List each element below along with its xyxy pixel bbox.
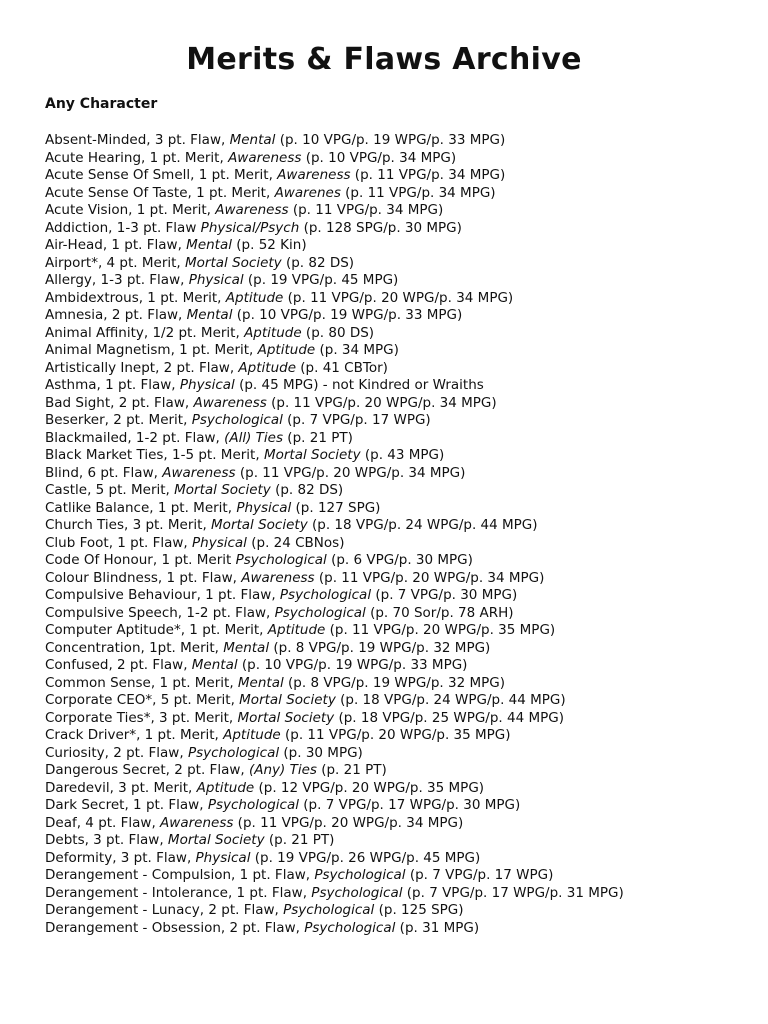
entry-reference: (p. 41 CBTor) (296, 359, 388, 376)
entry-reference: (p. 11 VPG/p. 34 MPG) (350, 167, 506, 183)
entry-text: Absent-Minded, 3 pt. Flaw, (45, 132, 230, 148)
entry-category: Mortal Society (211, 517, 308, 533)
list-item (45, 220, 765, 238)
list-item (45, 535, 765, 553)
entry-text: Acute Vision, 1 pt. Merit, (45, 202, 216, 218)
list-item (45, 605, 765, 623)
entry-category: Mental (223, 639, 270, 656)
list-item (45, 570, 765, 588)
entry-category: Awareness (162, 464, 236, 481)
entry-category: Aptitude (225, 289, 284, 306)
entry-reference: (p. 11 VPG/p. 20 WPG/p. 34 MPG) (283, 289, 514, 306)
entry-category: Psychological (207, 797, 299, 813)
entry-reference: (p. 19 VPG/p. 26 WPG/p. 45 MPG) (250, 849, 481, 866)
entry-category: Awareness (215, 202, 289, 218)
entry-reference: (p. 128 SPG/p. 30 MPG) (299, 219, 462, 236)
list-item (45, 500, 765, 518)
entry-category: Aptitude (244, 324, 302, 341)
entry-text: Beserker, 2 pt. Merit, (45, 412, 192, 428)
entry-reference: (p. 52 Kin) (232, 237, 307, 253)
entry-category: (Any) Ties (248, 762, 317, 778)
entry-text: Black Market Ties, 1-5 pt. Merit, (45, 447, 264, 463)
entry-text: Derangement - Lunacy, 2 pt. Flaw, (45, 902, 284, 918)
entry-category: Aptitude (257, 342, 316, 358)
entry-category: Psychological (279, 587, 372, 603)
list-item (45, 640, 765, 658)
entry-category: Awareness (193, 394, 267, 411)
entry-text: Daredevil, 3 pt. Merit, (45, 779, 197, 796)
entry-reference: (p. 10 VPG/p. 19 WPG/p. 33 MPG) (275, 132, 506, 148)
entry-category: Psychological (304, 919, 396, 936)
entry-reference: (p. 24 CBNos) (246, 534, 345, 551)
entry-reference: (p. 8 VPG/p. 19 WPG/p. 32 MPG) (283, 674, 505, 691)
list-item (45, 797, 765, 815)
entry-reference: (p. 11 VPG/p. 20 WPG/p. 34 MPG) (233, 814, 464, 831)
entry-category: Mortal Society (167, 832, 265, 848)
entry-text: Deaf, 4 pt. Flaw, (45, 814, 161, 831)
list-item (45, 167, 765, 185)
entry-text: Corporate Ties*, 3 pt. Merit, (45, 709, 238, 726)
list-item (45, 850, 765, 868)
entry-reference: (p. 10 VPG/p. 19 WPG/p. 33 MPG) (232, 307, 463, 323)
entry-text: Compulsive Speech, 1-2 pt. Flaw, (45, 604, 275, 621)
entry-category: Mortal Society (237, 709, 335, 726)
list-item (45, 692, 765, 710)
entry-reference: (p. 82 DS) (281, 254, 355, 271)
list-item (45, 710, 765, 728)
entry-category: Psychological (283, 902, 375, 918)
entry-category: Psychological (274, 604, 366, 621)
list-item (45, 150, 765, 168)
list-item (45, 377, 765, 395)
entry-reference: (p. 21 PT) (264, 832, 335, 848)
entry-text: Amnesia, 2 pt. Flaw, (45, 307, 187, 323)
entry-category: Mental (186, 237, 232, 253)
entry-reference: (p. 7 VPG/p. 17 WPG/p. 31 MPG) (402, 884, 624, 901)
entry-reference: (p. 31 MPG) (395, 919, 480, 936)
entry-reference: (p. 34 MPG) (315, 342, 399, 358)
list-item (45, 202, 765, 220)
entry-reference: (p. 11 VPG/p. 20 WPG/p. 35 MPG) (280, 727, 511, 743)
list-item (45, 360, 765, 378)
list-item (45, 552, 765, 570)
entry-category: Mortal Society (174, 482, 271, 498)
entry-reference: (p. 11 VPG/p. 20 WPG/p. 34 MPG) (314, 569, 545, 586)
entry-reference: (p. 18 VPG/p. 24 WPG/p. 44 MPG) (307, 517, 538, 533)
page-title: Merits & Flaws Archive (186, 42, 582, 77)
entry-text: Blackmailed, 1-2 pt. Flaw, (45, 429, 225, 446)
entry-text: Animal Affinity, 1/2 pt. Merit, (45, 324, 245, 341)
entry-text: Castle, 5 pt. Merit, (45, 482, 175, 498)
entry-reference: (p. 43 MPG) (360, 447, 445, 463)
entry-text: Curiosity, 2 pt. Flaw, (45, 744, 188, 761)
entry-text: Common Sense, 1 pt. Merit, (45, 674, 238, 691)
entry-category: Mental (229, 132, 276, 148)
list-item (45, 342, 765, 360)
entry-category: Psychological (187, 744, 280, 761)
entry-text: Addiction, 1-3 pt. Flaw (45, 219, 201, 236)
list-item (45, 465, 765, 483)
entry-category: Physical (179, 377, 235, 393)
list-item (45, 815, 765, 833)
entry-reference: (p. 30 MPG) (279, 744, 363, 761)
entry-reference: (p. 125 SPG) (374, 902, 464, 918)
entry-reference: (p. 10 VPG/p. 34 MPG) (301, 149, 457, 166)
entry-category: Mortal Society (239, 692, 336, 708)
entry-text: Allergy, 1-3 pt. Flaw, (45, 272, 189, 288)
list-item (45, 902, 765, 920)
entry-reference: (p. 80 DS) (301, 324, 375, 341)
entry-text: Blind, 6 pt. Flaw, (45, 464, 163, 481)
entry-text: Computer Aptitude*, 1 pt. Merit, (45, 622, 268, 638)
entry-reference: (p. 21 PT) (316, 762, 387, 778)
entry-text: Corporate CEO*, 5 pt. Merit, (45, 692, 240, 708)
entry-text: Bad Sight, 2 pt. Flaw, (45, 394, 194, 411)
list-item (45, 885, 765, 903)
list-item (45, 657, 765, 675)
entry-text: Acute Hearing, 1 pt. Merit, (45, 149, 229, 166)
entry-reference: (p. 7 VPG/p. 17 WPG/p. 30 MPG) (299, 797, 521, 813)
entry-text: Colour Blindness, 1 pt. Flaw, (45, 569, 242, 586)
list-item (45, 132, 765, 150)
list-item (45, 185, 765, 203)
section-heading: Any Character (45, 96, 158, 112)
list-item (45, 447, 765, 465)
entry-reference: (p. 8 VPG/p. 19 WPG/p. 32 MPG) (269, 639, 491, 656)
list-item (45, 920, 765, 938)
entry-category: Awareness (160, 814, 234, 831)
entry-reference: (p. 70 Sor/p. 78 ARH) (365, 604, 514, 621)
list-item (45, 622, 765, 640)
entry-category: Psychological (311, 884, 403, 901)
list-item (45, 517, 765, 535)
list-item (45, 325, 765, 343)
entry-reference: (p. 82 DS) (270, 482, 344, 498)
entry-category: Aptitude (238, 359, 296, 376)
list-item (45, 395, 765, 413)
entry-reference: (p. 7 VPG/p. 17 WPG) (405, 867, 554, 883)
entry-category: Awareness (228, 149, 302, 166)
entry-text: Dangerous Secret, 2 pt. Flaw, (45, 762, 249, 778)
entry-text: Asthma, 1 pt. Flaw, (45, 377, 180, 393)
entry-category: Aptitude (267, 622, 326, 638)
list-item (45, 587, 765, 605)
entry-category: Mental (237, 674, 284, 691)
entry-category: Mortal Society (263, 447, 361, 463)
list-item (45, 675, 765, 693)
entry-text: Airport*, 4 pt. Merit, (45, 254, 185, 271)
entry-text: Acute Sense Of Taste, 1 pt. Merit, (45, 184, 275, 201)
list-item (45, 237, 765, 255)
entry-category: Awareness (277, 167, 351, 183)
list-item (45, 745, 765, 763)
list-item (45, 727, 765, 745)
entry-category: Aptitude (196, 779, 255, 796)
list-item (45, 272, 765, 290)
list-item (45, 780, 765, 798)
list-item (45, 307, 765, 325)
entry-category: Physical (195, 849, 251, 866)
entry-category: (All) Ties (224, 429, 284, 446)
entry-reference: (p. 10 VPG/p. 19 WPG/p. 33 MPG) (237, 657, 468, 673)
entry-reference: (p. 11 VPG/p. 34 MPG) (288, 202, 444, 218)
entry-text: Dark Secret, 1 pt. Flaw, (45, 797, 208, 813)
list-item (45, 290, 765, 308)
entry-list (45, 132, 765, 937)
entry-text: Air-Head, 1 pt. Flaw, (45, 237, 187, 253)
list-item (45, 832, 765, 850)
list-item (45, 430, 765, 448)
entry-category: Mortal Society (185, 254, 282, 271)
list-item (45, 255, 765, 273)
entry-text: Derangement - Compulsion, 1 pt. Flaw, (45, 867, 315, 883)
entry-category: Awarenes (274, 184, 341, 201)
entry-category: Physical (192, 534, 247, 551)
entry-text: Club Foot, 1 pt. Flaw, (45, 534, 193, 551)
entry-text: Code Of Honour, 1 pt. Merit (45, 552, 236, 568)
entry-category: Physical/Psych (200, 219, 300, 236)
entry-reference: (p. 19 VPG/p. 45 MPG) (243, 272, 399, 288)
entry-category: Awareness (241, 569, 315, 586)
list-item (45, 867, 765, 885)
entry-category: Psychological (191, 412, 283, 428)
entry-text: Derangement - Intolerance, 1 pt. Flaw, (45, 884, 312, 901)
entry-text: Catlike Balance, 1 pt. Merit, (45, 499, 237, 516)
list-item (45, 762, 765, 780)
entry-text: Deformity, 3 pt. Flaw, (45, 849, 196, 866)
entry-reference: (p. 11 VPG/p. 20 WPG/p. 35 MPG) (325, 622, 556, 638)
entry-text: Animal Magnetism, 1 pt. Merit, (45, 342, 258, 358)
entry-reference: (p. 12 VPG/p. 20 WPG/p. 35 MPG) (254, 779, 485, 796)
entry-text: Derangement - Obsession, 2 pt. Flaw, (45, 919, 305, 936)
entry-reference: (p. 7 VPG/p. 17 WPG) (282, 412, 431, 428)
entry-text: Acute Sense Of Smell, 1 pt. Merit, (45, 167, 278, 183)
entry-reference: (p. 18 VPG/p. 25 WPG/p. 44 MPG) (334, 709, 564, 726)
entry-text: Artistically Inept, 2 pt. Flaw, (45, 359, 239, 376)
entry-category: Physical (236, 499, 292, 516)
entry-reference: (p. 11 VPG/p. 34 MPG) (340, 184, 496, 201)
entry-reference: (p. 18 VPG/p. 24 WPG/p. 44 MPG) (335, 692, 566, 708)
entry-reference: (p. 21 PT) (283, 429, 353, 446)
entry-category: Mental (186, 307, 233, 323)
entry-text: Church Ties, 3 pt. Merit, (45, 517, 212, 533)
entry-text: Compulsive Behaviour, 1 pt. Flaw, (45, 587, 280, 603)
entry-text: Crack Driver*, 1 pt. Merit, (45, 727, 224, 743)
entry-reference: (p. 127 SPG) (291, 499, 381, 516)
entry-category: Aptitude (223, 727, 281, 743)
entry-text: Confused, 2 pt. Flaw, (45, 657, 192, 673)
entry-reference: (p. 11 VPG/p. 20 WPG/p. 34 MPG) (266, 394, 497, 411)
list-item (45, 412, 765, 430)
entry-text: Ambidextrous, 1 pt. Merit, (45, 289, 226, 306)
entry-category: Psychological (235, 552, 327, 568)
entry-category: Psychological (314, 867, 406, 883)
list-item (45, 482, 765, 500)
entry-reference: (p. 6 VPG/p. 30 MPG) (326, 552, 473, 568)
entry-reference: (p. 7 VPG/p. 30 MPG) (371, 587, 518, 603)
entry-text: Debts, 3 pt. Flaw, (45, 832, 168, 848)
entry-reference: (p. 11 VPG/p. 20 WPG/p. 34 MPG) (235, 464, 466, 481)
entry-reference: (p. 45 MPG) - not Kindred or Wraiths (234, 377, 484, 393)
entry-category: Mental (191, 657, 238, 673)
entry-category: Physical (188, 272, 244, 288)
entry-text: Concentration, 1pt. Merit, (45, 639, 224, 656)
